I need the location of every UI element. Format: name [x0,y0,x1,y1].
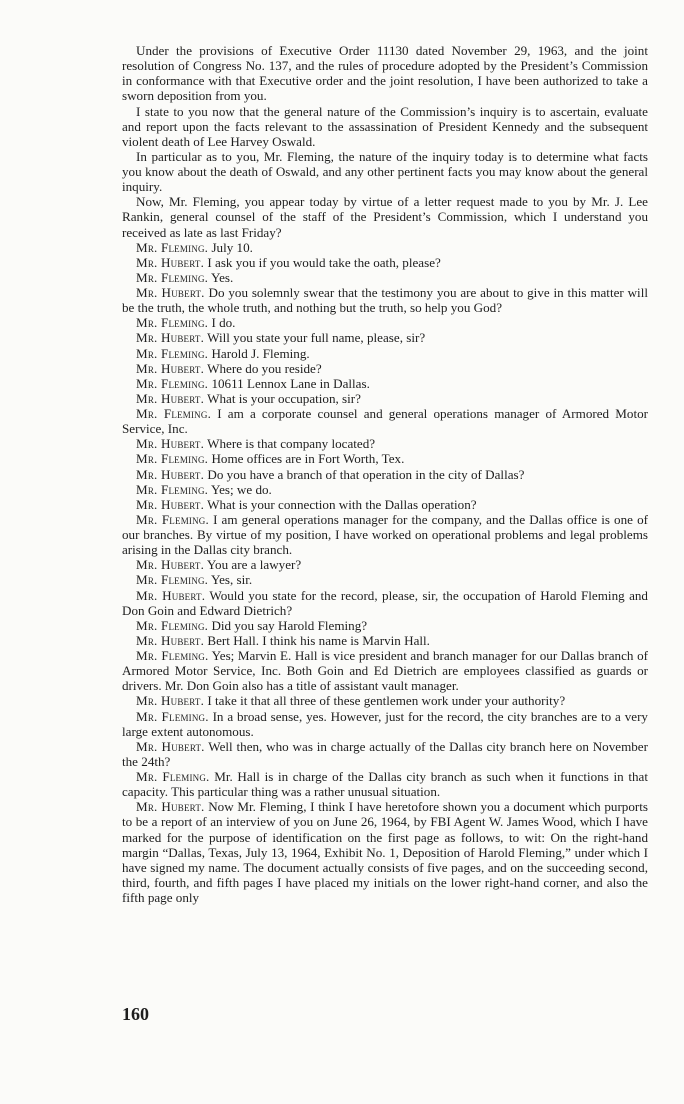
speaker-label: Mr. Hubert. [136,436,205,452]
paragraph-text: Yes, sir. [210,572,253,588]
speaker-label: Mr. Hubert. [136,738,205,754]
preamble-paragraph [122,43,648,104]
paragraph-text: Now Mr. Fleming, I think I have heretofore shown you a document which purports to be a report of an interview of you on June 26, 1964, by FBI Agent W. James Wood, which I have marked for the purpose of identification on the first page as follows, to wit: On the right-hand margin “Dallas, Texas, July 13, 1964, Exhibit No. 1, Deposition of Harold Fleming,” under which I have signed my name. The document actually consists of five pages, and on the succeeding second, third, fourth, and fifth pages I have placed my initials on the lower right-hand corner, and also the fifth page only [122,799,648,905]
paragraph-text: Would you state for the record, please, sir, the occupation of Harold Fleming and Don Goin and Edward Dietrich? [122,587,648,618]
speaker-label: Mr. Hubert. [136,390,205,406]
paragraph-text: I do. [211,315,236,331]
paragraph-text: Yes. [210,269,234,285]
testimony-text [122,43,648,905]
speaker-label: Mr. Fleming. [136,511,209,527]
speaker-label: Mr. Hubert. [136,693,205,709]
testimony-paragraph [122,799,648,905]
testimony-paragraph [122,482,648,497]
testimony-paragraph [122,315,648,330]
testimony-paragraph [122,436,648,451]
paragraph-text: What is your connection with the Dallas operation? [207,496,477,512]
preamble-paragraph [122,149,648,194]
paragraph-text: I am a corporate counsel and general operations manager of Armored Motor Service, Inc. [122,406,648,437]
testimony-paragraph [122,346,648,361]
speaker-label: Mr. Fleming. [136,769,210,784]
paragraph-text: I ask you if you would take the oath, please? [207,254,441,270]
preamble-paragraph [122,194,648,239]
speaker-label: Mr. Fleming. [136,708,209,724]
testimony-paragraph [122,270,648,285]
testimony-paragraph [122,693,648,708]
testimony-paragraph [122,330,648,345]
testimony-paragraph [122,618,648,633]
testimony-paragraph [122,633,648,648]
testimony-paragraph [122,467,648,482]
testimony-paragraph [122,255,648,270]
paragraph-text: Bert Hall. I think his name is Marvin Hall. [207,632,430,648]
speaker-label: Mr. Fleming. [136,269,209,285]
speaker-label: Mr. Hubert. [136,799,205,815]
speaker-label: Mr. Fleming. [136,481,209,497]
preamble-paragraph [122,104,648,149]
speaker-label: Mr. Fleming. [136,375,209,391]
testimony-paragraph [122,361,648,376]
paragraph-text: Now, Mr. Fleming, you appear today by virtue of a letter request made to you by Mr. J. Lee Rankin, general counsel of the staff of the President’s Commission, which I understand you received as late as last Friday? [122,194,648,240]
paragraph-text: You are a lawyer? [206,557,302,573]
paragraph-text: 10611 Lennox Lane in Dallas. [211,375,370,391]
testimony-paragraph [122,512,648,557]
speaker-label: Mr. Fleming. [136,648,209,663]
paragraph-text: Did you say Harold Fleming? [211,617,368,633]
speaker-label: Mr. Hubert. [136,285,205,300]
paragraph-text: I state to you now that the general nature of the Commission’s inquiry is to ascertain, evaluate and report upon the facts relevant to the assassination of President Kennedy and the subsequent violent death of Lee Harvey Oswald. [122,103,648,149]
speaker-label: Mr. Hubert. [136,557,205,573]
testimony-paragraph [122,285,648,315]
speaker-label: Mr. Fleming. [136,345,209,361]
paragraph-text: Where do you reside? [207,360,322,376]
testimony-paragraph [122,588,648,618]
paragraph-text: Will you state your full name, please, sir? [207,330,426,346]
testimony-paragraph [122,557,648,572]
speaker-label: Mr. Fleming. [136,406,212,421]
paragraph-text: I take it that all three of these gentlemen work under your authority? [207,693,566,709]
paragraph-text: Harold J. Fleming. [211,345,310,361]
paragraph-text: Home offices are in Fort Worth, Tex. [211,451,405,467]
paragraph-text: Well then, who was in charge actually of the Dallas city branch here on November the 24th? [122,738,648,769]
paragraph-text: In a broad sense, yes. However, just for the record, the city branches are to a very large extent autonomous. [122,708,648,739]
speaker-label: Mr. Hubert. [136,330,205,346]
paragraph-text: Yes; Marvin E. Hall is vice president and branch manager for our Dallas branch of Armored Motor Service, Inc. Both Goin and Ed Dietrich are employees classified as guards or drivers. Mr. Don Goin also has a title of assistant vault manager. [122,648,648,694]
paragraph-text: Under the provisions of Executive Order 11130 dated November 29, 1963, and the joint resolution of Congress No. 137, and the rules of procedure adopted by the President’s Commission in conformance with that Executive order and the joint resolution, I have been authorized to take a sworn deposition from you. [122,43,648,104]
paragraph-text: In particular as to you, Mr. Fleming, the nature of the inquiry today is to determine what facts you know about the death of Oswald, and any other pertinent facts you may know about the general inquiry. [122,148,648,195]
paragraph-text: Yes; we do. [210,481,272,497]
testimony-paragraph [122,240,648,255]
page-number: 160 [122,1004,149,1024]
testimony-paragraph [122,376,648,391]
speaker-label: Mr. Fleming. [136,617,209,633]
testimony-paragraph [122,648,648,693]
paragraph-text: I am general operations manager for the company, and the Dallas office is one of our branches. By virtue of my position, I have worked on operational problems and legal problems arising in the Dallas city branch. [122,511,648,558]
speaker-label: Mr. Hubert. [136,496,205,512]
speaker-label: Mr. Fleming. [136,572,209,588]
testimony-paragraph [122,769,648,799]
paragraph-text: Mr. Hall is in charge of the Dallas city branch as such when it functions in that capacity. This particular thing was a rather unusual situation. [122,769,648,800]
speaker-label: Mr. Hubert. [136,632,205,648]
paragraph-text: What is your occupation, sir? [207,390,361,406]
speaker-label: Mr. Hubert. [136,587,206,603]
testimony-paragraph [122,406,648,436]
speaker-label: Mr. Fleming. [136,315,209,331]
testimony-paragraph [122,451,648,466]
paragraph-text: Do you have a branch of that operation in the city of Dallas? [207,466,525,482]
speaker-label: Mr. Fleming. [136,239,209,255]
testimony-paragraph [122,739,648,769]
speaker-label: Mr. Hubert. [136,466,205,482]
testimony-paragraph [122,391,648,406]
paragraph-text: Do you solemnly swear that the testimony you are about to give in this matter will be the truth, the whole truth, and nothing but the truth, so help you God? [122,285,648,316]
testimony-paragraph [122,709,648,739]
paragraph-text: Where is that company located? [207,436,376,452]
testimony-paragraph [122,572,648,587]
speaker-label: Mr. Hubert. [136,254,205,270]
speaker-label: Mr. Fleming. [136,451,209,467]
testimony-paragraph [122,497,648,512]
speaker-label: Mr. Hubert. [136,360,205,376]
paragraph-text: July 10. [211,239,253,255]
